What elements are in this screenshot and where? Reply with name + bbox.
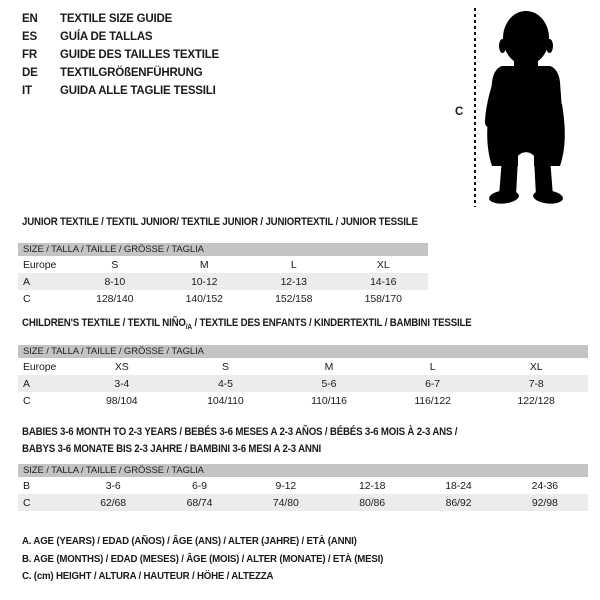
language-code: ES — [22, 31, 37, 43]
table-row — [18, 375, 588, 392]
table-cell: 62/68 — [100, 496, 127, 509]
babies-size-table — [18, 464, 588, 511]
language-code: DE — [22, 67, 38, 79]
children-title-pre: CHILDREN'S TEXTILE / TEXTIL NIÑO — [22, 317, 186, 329]
table-cell: 9-12 — [275, 479, 297, 492]
table-cell: 24-36 — [531, 479, 558, 492]
language-title: GUIDA ALLE TAGLIE TESSILI — [60, 85, 216, 97]
row-label: C — [23, 394, 31, 407]
table-cell: M — [199, 258, 209, 271]
language-row — [22, 10, 219, 28]
table-cell: 158/170 — [364, 292, 402, 305]
table-row — [18, 273, 428, 290]
children-title-post: / TEXTILE DES ENFANTS / KINDERTEXTIL / BAMBINI TESSILE — [192, 317, 472, 329]
table-cell: 92/98 — [531, 496, 558, 509]
table-row — [18, 290, 428, 307]
row-label: Europe — [23, 360, 57, 373]
table-header-bar: SIZE / TALLA / TAILLE / GRÖSSE / TAGLIA — [18, 345, 588, 358]
row-label: A — [23, 275, 30, 288]
language-row — [22, 28, 219, 46]
table-cell: L — [290, 258, 297, 271]
table-cell: 14-16 — [370, 275, 397, 288]
row-label: C — [23, 292, 31, 305]
table-cell: 3-4 — [114, 377, 130, 390]
row-label: B — [23, 479, 30, 492]
table-cell: 6-9 — [192, 479, 207, 492]
note-age-years: A. AGE (YEARS) / EDAD (AÑOS) / ÂGE (ANS) / ALTER (JAHRE) / ETÀ (ANNI) — [22, 535, 357, 547]
note-age-months: B. AGE (MONTHS) / EDAD (MESES) / ÂGE (MOIS) / ALTER (MONATE) / ETÀ (MESI) — [22, 552, 384, 565]
children-section-title — [22, 317, 472, 331]
legend-notes — [22, 533, 383, 586]
table-cell: 7-8 — [528, 377, 544, 390]
baby-silhouette-icon — [482, 8, 570, 206]
table-cell: 104/110 — [207, 394, 244, 407]
babies-title-line1: BABIES 3-6 MONTH TO 2-3 YEARS / BEBÉS 3-6 MESES A 2-3 AÑOS / BÉBÉS 3-6 MOIS À 2-3 ANS / — [22, 426, 458, 438]
table-cell: XL — [376, 258, 390, 271]
babies-section-title — [22, 424, 457, 457]
table-cell: 140/152 — [185, 292, 223, 305]
language-title: TEXTILE SIZE GUIDE — [60, 13, 173, 25]
language-row — [22, 64, 219, 82]
table-cell: L — [429, 360, 436, 373]
table-header-bar: SIZE / TALLA / TAILLE / GRÖSSE / TAGLIA — [18, 243, 428, 256]
table-cell: 10-12 — [191, 275, 218, 288]
language-row — [22, 46, 219, 64]
language-code: IT — [22, 85, 32, 97]
row-label: A — [23, 377, 30, 390]
height-measure-label: C — [455, 106, 464, 118]
table-cell: S — [111, 258, 119, 271]
table-cell: 12-13 — [280, 275, 307, 288]
table-cell: 18-24 — [445, 479, 472, 492]
table-cell: S — [221, 360, 229, 373]
table-cell: 80/86 — [359, 496, 386, 509]
table-cell: 98/104 — [106, 394, 138, 407]
table-cell: 86/92 — [445, 496, 472, 509]
table-cell: M — [324, 360, 334, 373]
language-title: GUÍA DE TALLAS — [60, 31, 153, 43]
table-cell: 3-6 — [105, 479, 121, 492]
children-size-table — [18, 345, 588, 409]
table-cell: 5-6 — [321, 377, 337, 390]
table-cell: 12-18 — [358, 479, 386, 492]
children-title-sub: /A — [185, 322, 193, 332]
babies-title-line2: BABYS 3-6 MONATE BIS 2-3 JAHRE / BAMBINI 3-6 MESI A 2-3 ANNI — [22, 442, 322, 455]
junior-section-title: JUNIOR TEXTILE / TEXTIL JUNIOR/ TEXTILE JUNIOR / JUNIORTEXTIL / JUNIOR TESSILE — [22, 216, 418, 228]
language-title: GUIDE DES TAILLES TEXTILE — [60, 49, 219, 61]
table-row — [18, 256, 428, 273]
table-row — [18, 477, 588, 494]
table-cell: 122/128 — [517, 394, 555, 407]
table-cell: 152/158 — [275, 292, 313, 305]
table-cell: XS — [114, 360, 129, 373]
row-label: C — [23, 496, 31, 509]
table-cell: 74/80 — [272, 496, 299, 509]
language-code: EN — [22, 13, 38, 25]
table-cell: 128/140 — [96, 292, 134, 305]
row-label: Europe — [23, 258, 57, 271]
table-cell: 68/74 — [186, 496, 213, 509]
height-dashed-line — [474, 8, 476, 207]
table-header-bar: SIZE / TALLA / TAILLE / GRÖSSE / TAGLIA — [18, 464, 588, 477]
language-code: FR — [22, 49, 37, 61]
junior-size-table — [18, 243, 428, 307]
table-cell: 110/116 — [311, 394, 347, 407]
table-cell: 4-5 — [217, 377, 233, 390]
table-row — [18, 494, 588, 511]
language-title-list — [22, 10, 219, 100]
table-cell: 8-10 — [104, 275, 126, 288]
table-cell: XL — [529, 360, 543, 373]
table-row — [18, 392, 588, 409]
note-height-cm: C. (cm) HEIGHT / ALTURA / HAUTEUR / HÖHE / ALTEZZA — [22, 570, 274, 582]
language-title: TEXTILGRÖßENFÜHRUNG — [60, 67, 203, 79]
table-cell: 6-7 — [425, 377, 441, 390]
table-cell: 116/122 — [414, 394, 451, 407]
table-row — [18, 358, 588, 375]
language-row — [22, 82, 219, 100]
